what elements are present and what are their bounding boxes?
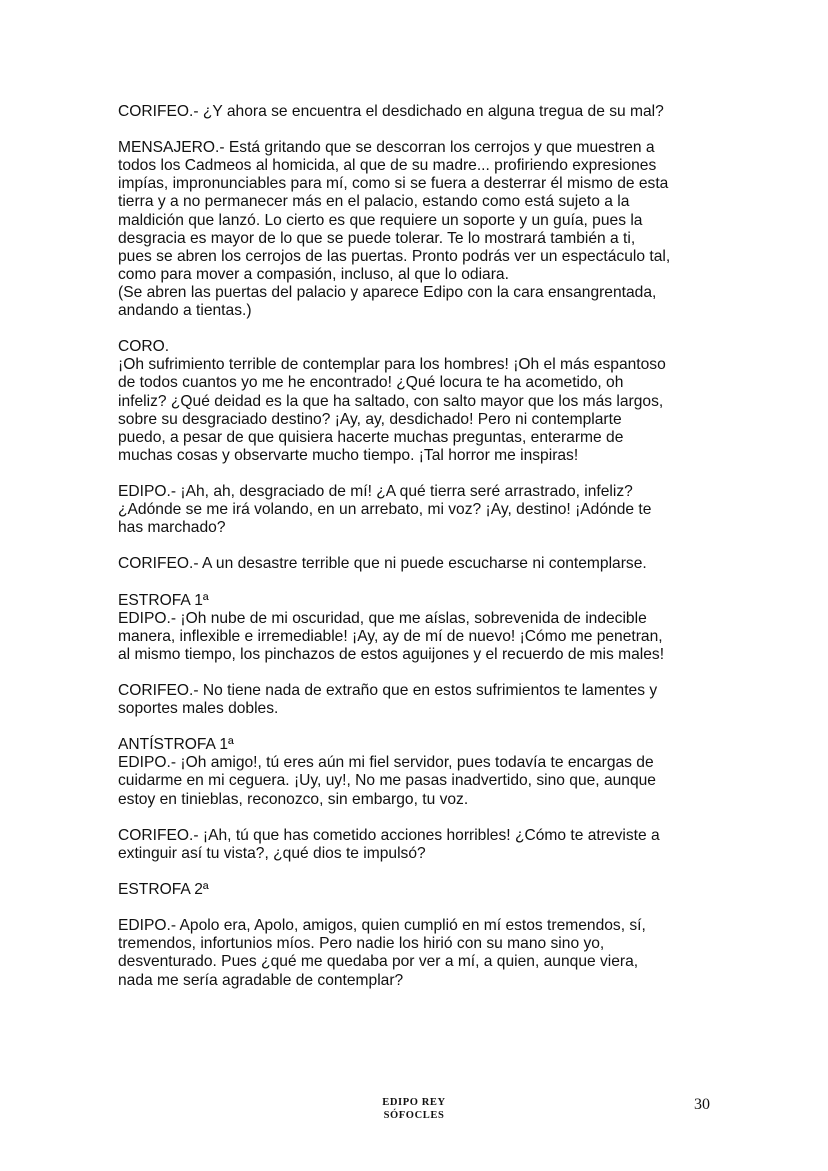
paragraph-antistrofa-1: ANTÍSTROFA 1ª EDIPO.- ¡Oh amigo!, tú eres aún mi fiel servidor, pues todavía te encargas de cuidarme en mi ceguera. ¡Uy, uy!, No me pasas inadvertido, sino que, aunque estoy en tinieblas, reconozco, sin embargo, tu voz. [118,736,656,808]
paragraph-corifeo-2: CORIFEO.- A un desastre terrible que ni puede escucharse ni contemplarse. [118,555,647,573]
paragraph-coro: CORO. ¡Oh sufrimiento terrible de contemplar para los hombres! ¡Oh el más espantoso de todos cuantos yo me he encontrado! ¿Qué locura te ha acometido, oh infeliz? ¿Qué deidad es la que ha saltado, con salto mayor que los más largos, sobre su desgraciado destino? ¡Ay, ay, desdichado! Pero ni contemplarte puedo, a pesar de que quisiera hacerte muchas preguntas, enterarme de muchas cosas y observarte mucho tiempo. ¡Tal horror me inspiras! [118,338,666,464]
footer-title-work: EDIPO REY [382,1097,446,1108]
paragraph-corifeo-1: CORIFEO.- ¿Y ahora se encuentra el desdichado en alguna tregua de su mal? [118,103,664,120]
paragraph-corifeo-4: CORIFEO.- ¡Ah, tú que has cometido acciones horribles! ¿Cómo te atreviste a extinguir así tu vista?, ¿qué dios te impulsó? [118,826,660,862]
paragraph-corifeo-3: CORIFEO.- No tiene nada de extraño que en estos sufrimientos te lamentes y soportes males dobles. [118,682,658,718]
paragraph-mensajero: MENSAJERO.- Está gritando que se descorran los cerrojos y que muestren a todos los Cadmeos al homicida, al que de su madre... profiriendo expresiones impías, impronunciables para mí, como si se fuera a desterrar él mismo de esta tierra y a no permanecer más en el palacio, estando como está sujeto a la maldición que lanzó. Lo cierto es que requiere un soporte y un guía, pues la desgracia es mayor de lo que se puede tolerar. Te lo mostrará también a ti, pues se abren los cerrojos de las puertas. Pronto podrás ver un espectáculo tal, como para mover a compasión, incluso, al que lo odiara. (Se abren las puertas del palacio y aparece Edipo con la cara ensangrentada, andando a tientas.) [118,139,671,320]
page-number: 30 [694,1096,710,1113]
footer-title-author: SÓFOCLES [383,1110,445,1121]
heading-estrofa-2: ESTROFA 2ª [118,881,209,899]
paragraph-estrofa-1: ESTROFA 1ª EDIPO.- ¡Oh nube de mi oscuridad, que me aíslas, sobrevenida de indecible manera, inflexible e irremediable! ¡Ay, ay de mí de nuevo! ¡Cómo me penetran, al mismo tiempo, los pinchazos de estos aguijones y el recuerdo de mis males! [118,591,665,663]
paragraph-edipo-1: EDIPO.- ¡Ah, ah, desgraciado de mí! ¿A qué tierra seré arrastrado, infeliz? ¿Adónde se me irá volando, en un arrebato, mi voz? ¡Ay, destino! ¡Adónde te has marchado? [118,482,652,537]
paragraph-edipo-2: EDIPO.- Apolo era, Apolo, amigos, quien cumplió en mí estos tremendos, sí, tremendos, infortunios míos. Pero nadie los hirió con su mano sino yo, desventurado. Pues ¿qué me quedaba por ver a mí, a quien, aunque viera, nada me sería agradable de contemplar? [118,917,646,989]
document-body [118,103,718,1008]
